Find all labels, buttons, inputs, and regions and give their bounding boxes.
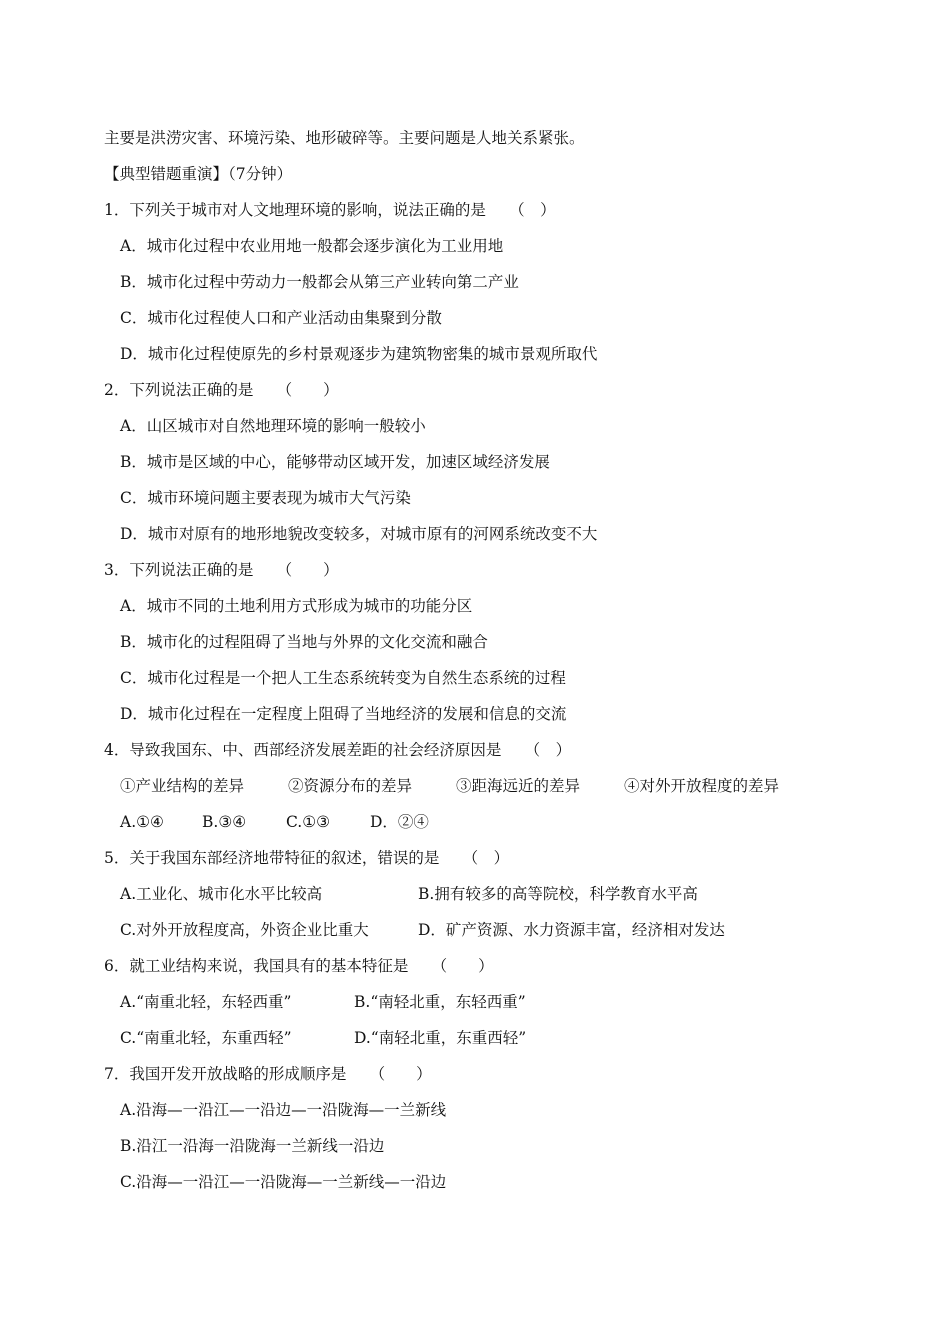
question-4-stem: 4．导致我国东、中、西部经济发展差距的社会经济原因是 （ ） (104, 741, 572, 759)
question-1-option-b: B．城市化过程中劳动力一般都会从第三产业转向第二产业 (120, 273, 519, 291)
question-5-option-c: C.对外开放程度高，外资企业比重大 (120, 921, 369, 939)
question-1-option-d: D．城市化过程使原先的乡村景观逐步为建筑物密集的城市景观所取代 (120, 345, 598, 363)
question-4-choice-d: D．②④ (370, 813, 429, 831)
question-2-option-b: B．城市是区域的中心，能够带动区域开发，加速区域经济发展 (120, 453, 550, 471)
question-3-option-c: C．城市化过程是一个把人工生态系统转变为自然生态系统的过程 (120, 669, 566, 687)
question-4-item-2: ②资源分布的差异 (288, 777, 413, 795)
question-6-option-c: C.“南重北轻，东重西轻” (120, 1029, 292, 1047)
question-4-choice-c: C.①③ (286, 813, 331, 831)
question-4-item-4: ④对外开放程度的差异 (624, 777, 780, 795)
question-6-option-a: A.“南重北轻，东轻西重” (120, 993, 292, 1011)
question-3-option-b: B．城市化的过程阻碍了当地与外界的文化交流和融合 (120, 633, 488, 651)
question-5-option-d: D．矿产资源、水力资源丰富，经济相对发达 (418, 921, 725, 939)
question-4-item-3: ③距海远近的差异 (456, 777, 581, 795)
question-3-option-d: D．城市化过程在一定程度上阻碍了当地经济的发展和信息的交流 (120, 705, 567, 723)
question-3-option-a: A．城市不同的土地利用方式形成为城市的功能分区 (120, 597, 473, 615)
question-5-option-b: B.拥有较多的高等院校，科学教育水平高 (418, 885, 698, 903)
question-7-option-a: A.沿海—一沿江—一沿边—一沿陇海—一兰新线 (120, 1101, 447, 1119)
question-2-option-d: D．城市对原有的地形地貌改变较多，对城市原有的河网系统改变不大 (120, 525, 598, 543)
question-5-option-a: A.工业化、城市化水平比较高 (120, 885, 323, 903)
question-7-option-b: B.沿江一沿海一沿陇海一兰新线一沿边 (120, 1137, 385, 1155)
question-4-item-1: ①产业结构的差异 (120, 777, 245, 795)
question-1-stem: 1．下列关于城市对人文地理环境的影响，说法正确的是 （ ） (104, 201, 556, 219)
section-title: 【典型错题重演】（7分钟） (104, 165, 293, 183)
question-2-option-a: A．山区城市对自然地理环境的影响一般较小 (120, 417, 426, 435)
question-1-option-c: C．城市化过程使人口和产业活动由集聚到分散 (120, 309, 442, 327)
question-5-stem: 5．关于我国东部经济地带特征的叙述，错误的是 （ ） (104, 849, 510, 867)
question-7-option-c: C.沿海—一沿江—一沿陇海—一兰新线—一沿边 (120, 1173, 447, 1191)
question-4-choice-a: A.①④ (120, 813, 164, 831)
question-7-stem: 7．我国开发开放战略的形成顺序是 （ ） (104, 1065, 432, 1083)
question-6-option-b: B.“南轻北重，东轻西重” (354, 993, 526, 1011)
question-2-stem: 2．下列说法正确的是 （ ） (104, 381, 339, 399)
question-4-choice-b: B.③④ (202, 813, 247, 831)
question-6-option-d: D.“南轻北重，东重西轻” (354, 1029, 527, 1047)
question-6-stem: 6．就工业结构来说，我国具有的基本特征是 （ ） (104, 957, 494, 975)
question-2-option-c: C．城市环境问题主要表现为城市大气污染 (120, 489, 411, 507)
intro-text: 主要是洪涝灾害、环境污染、地形破碎等。主要问题是人地关系紧张。 (104, 129, 585, 147)
question-3-stem: 3．下列说法正确的是 （ ） (104, 561, 339, 579)
question-1-option-a: A．城市化过程中农业用地一般都会逐步演化为工业用地 (120, 237, 504, 255)
